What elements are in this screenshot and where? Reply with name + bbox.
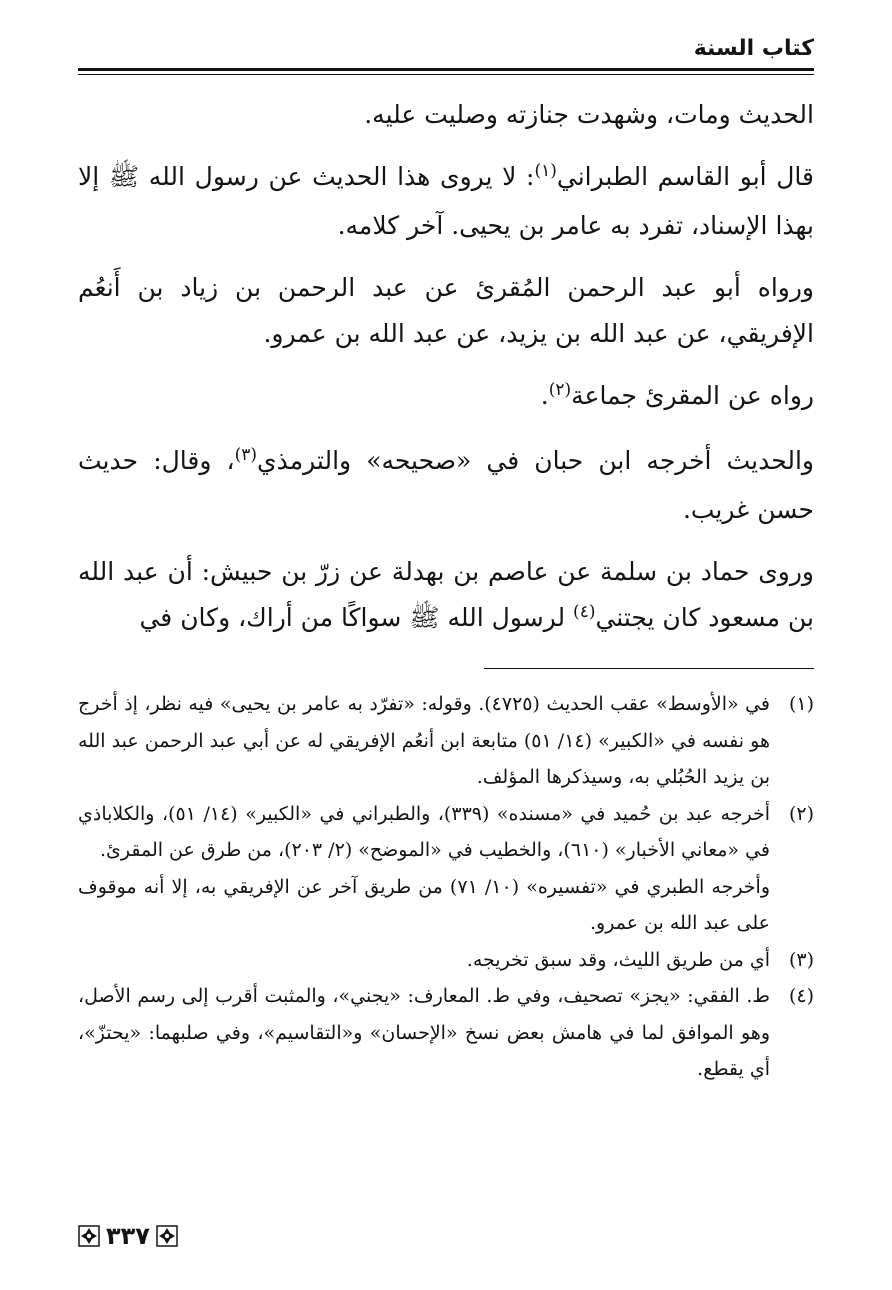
footnote-ref: (٢) (548, 380, 572, 400)
paragraph-text: رواه عن المقرئ جماعة (571, 381, 814, 410)
footnote-text: أي من طريق الليث، وقد سبق تخريجه. (466, 948, 770, 971)
page-folio (78, 1222, 178, 1250)
main-text (78, 92, 814, 660)
header-rule-thick (78, 68, 814, 71)
paragraph-text: والحديث أخرجه ابن حبان في «صحيحه» والترمذي (257, 446, 814, 475)
header-rule-thin (78, 74, 814, 75)
footnote-body (78, 686, 770, 796)
footnote (78, 978, 814, 1088)
paragraph-text: : لا يروى هذا الحديث عن رسول الله ﷺ إلا بهذا الإسناد، تفرد به عامر بن يحيى. آخر كلامه. (78, 162, 814, 240)
page-number: ٣٣٧ (106, 1222, 150, 1250)
footnote-number: (٤) (788, 985, 814, 1007)
footnote-ref: (٣) (234, 445, 258, 465)
floral-ornament-icon (156, 1225, 178, 1247)
paragraph-text: قال أبو القاسم الطبراني (556, 162, 814, 191)
footnote (78, 942, 814, 979)
floral-ornament-icon (78, 1225, 100, 1247)
footnote-text: وأخرجه الطبري في «تفسيره» (١٠/ ٧١) من طريق آخر عن الإفريقي به، إلا أنه موقوف على عبد الله بن عمرو. (78, 875, 771, 934)
paragraph-text: وروى حماد بن سلمة عن عاصم بن بهدلة عن زرّ بن حبيش: أن عبد الله بن مسعود كان يجتني (78, 557, 814, 632)
paragraph-text: . (540, 381, 549, 410)
paragraph (78, 373, 814, 422)
footnote-number: (٢) (788, 802, 814, 825)
footnote-text: في «الأوسط» عقب الحديث (٤٧٢٥). وقوله: «تفرّد به عامر بن يحيى» فيه نظر، إذ أخرج هو نفسه في «الكبير» (١٤/ ٥١) متابعة ابن أنعُم الإفريقي له عن أبي عبد الرحمن عبد الله بن يزيد الحُبُلي به، وسيذكرها المؤلف. (78, 693, 770, 788)
paragraph: الحديث ومات، وشهدت جنازته وصليت عليه. (364, 100, 814, 129)
running-head: كتاب السنة (693, 36, 814, 61)
footnote-ref: (١) (534, 161, 557, 181)
footnote-ref: (٤) (573, 602, 596, 622)
paragraph (78, 438, 814, 533)
footnote-text: أخرجه عبد بن حُميد في «مسنده» (٣٣٩)، والطبراني في «الكبير» (١٤/ ٥١)، والكلاباذي في «معاني الأخبار» (٦١٠)، والخطيب في «الموضح» (٢/ ٢٠٣)، من طرق عن المقرئ. (78, 802, 770, 861)
footnotes (78, 686, 814, 1088)
paragraph-text: ، وقال: حديث حسن غريب. (78, 446, 814, 524)
paragraph (78, 154, 814, 249)
footnote-body (78, 978, 770, 1088)
footnote-separator (484, 668, 814, 669)
footnote-number: (١) (788, 693, 814, 715)
footnote (78, 796, 814, 942)
footnote (78, 686, 814, 796)
footnote-number: (٣) (788, 948, 814, 971)
paragraph-text: لرسول الله ﷺ سواكًا من أراك، وكان في (139, 603, 574, 632)
paragraph: ورواه أبو عبد الرحمن المُقرئ عن عبد الرحمن بن زياد بن أَنعُم الإفريقي، عن عبد الله بن يزيد، عن عبد الله بن عمرو. (78, 273, 814, 348)
footnote-body (78, 796, 770, 942)
footnote-text: ط. الفقي: «يجز» تصحيف، وفي ط. المعارف: «يجني»، والمثبت أقرب إلى رسم الأصل، وهو الموافق لما في هامش بعض نسخ «الإحسان» و«التقاسيم»، وفي صلبهما: «يحتزّ»، أي يقطع. (78, 985, 770, 1080)
paragraph (78, 549, 814, 644)
footnote-body (78, 942, 770, 979)
